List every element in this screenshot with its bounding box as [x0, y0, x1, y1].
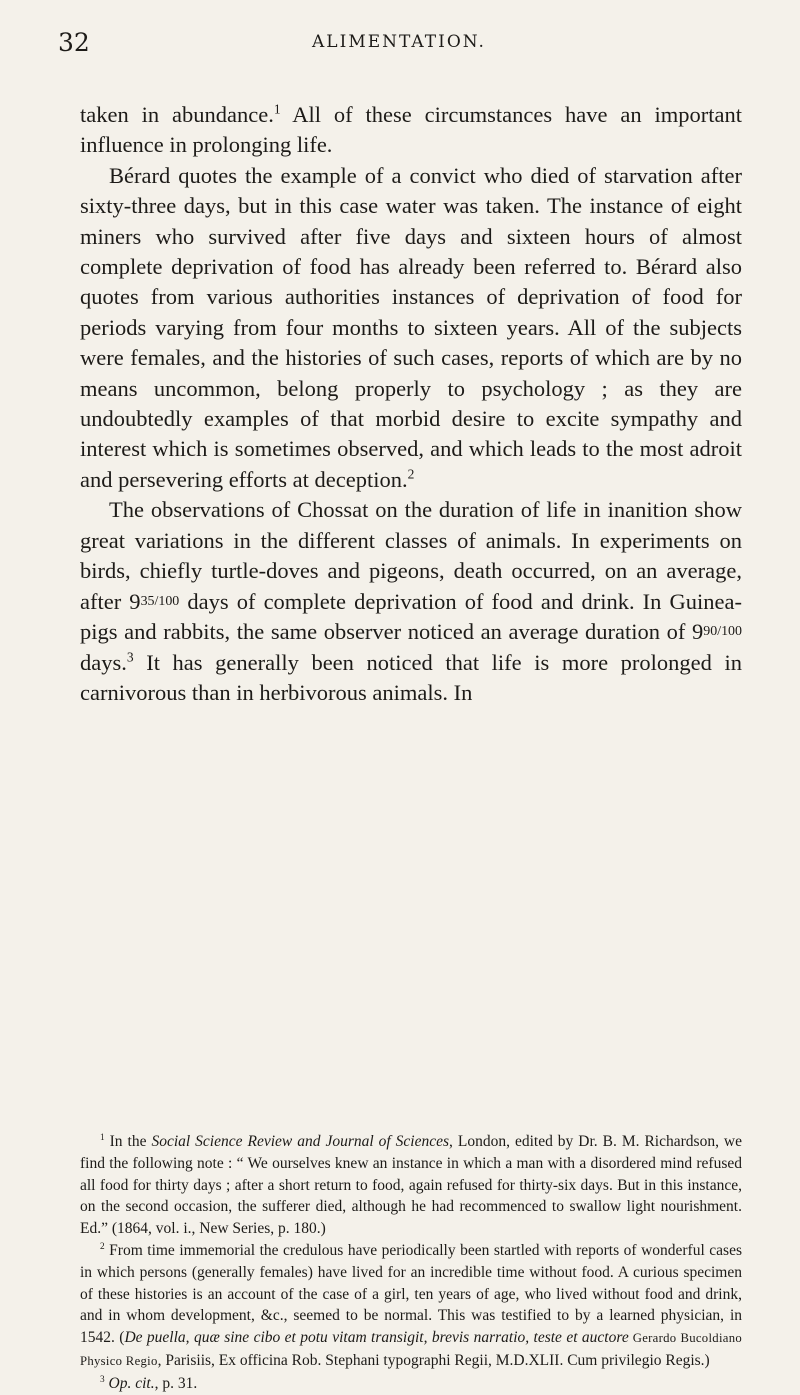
footnote-ref-2: 2 [407, 466, 415, 482]
paragraph-1 [80, 100, 742, 161]
footnote-ref-3: 3 [126, 649, 134, 665]
footnote-1-number: 1 [100, 1132, 105, 1143]
paragraph-1-text: taken in abundance. [80, 102, 274, 127]
body-text [80, 100, 742, 708]
footnote-3-number: 3 [100, 1374, 105, 1385]
footnote-ref-1: 1 [273, 101, 281, 117]
footnote-3-ref: Op. cit. [104, 1374, 155, 1392]
paragraph-3-part4: It has generally been noticed that life is more prolonged in carnivorous than in herbivorous animals. In [80, 649, 742, 706]
footnote-1 [80, 1131, 742, 1240]
paragraph-3-part3: days. [80, 649, 127, 675]
footnote-1-pre: In the [104, 1133, 152, 1150]
footnote-1-post: , London, edited by Dr. B. M. Richardson, we find the following note : “ We ourselves knew an instance in which a man with a disordered mind refused all food for thirty days ; after a short return to food, again refused for thirty-six days. But in this instance, on the second occasion, the sufferer died, although he had recommenced to swallow light nourishment. Ed.” (1864, vol. i., New Series, p. 180.) [80, 1133, 742, 1238]
paragraph-3 [80, 495, 742, 708]
footnote-2 [80, 1240, 742, 1373]
paragraph-1-after: All of these circumstances have an important influence in prolonging life. [80, 102, 742, 158]
footnote-2-title: De puella, quæ sine cibo et potu vitam transigit, brevis narratio, teste et auctore [124, 1329, 629, 1347]
footnote-1-journal: Social Science Review and Journal of Sciences [151, 1133, 450, 1150]
footnote-2-number: 2 [100, 1241, 105, 1252]
footnote-3-tail: , p. 31. [154, 1374, 198, 1392]
fraction-birds: 35/100 [140, 593, 180, 609]
paragraph-3-part1: The observations of Chossat on the duration of life in inanition show great variations in the different classes of animals. In experiments on birds, chiefly turtle-doves and pigeons, death occurred, on an average, after 9 [80, 497, 742, 614]
page-header [58, 28, 740, 58]
paragraph-2 [80, 161, 742, 495]
footnote-2-tail: , Parisiis, Ex officina Rob. Stephani typographi Regii, M.D.XLII. Cum privilegio Regis.) [157, 1351, 710, 1369]
footnote-2-author: Gerardo Bucoldiano Physico Regio [80, 1331, 743, 1368]
fraction-guinea-pigs: 90/100 [703, 624, 742, 640]
running-head: ALIMENTATION. [312, 32, 486, 52]
paragraph-2-text: Bérard quotes the example of a convict who died of starvation after sixty-three days, but in this case water was taken. The instance of eight miners who survived after five days and sixteen hours of almost complete deprivation of food has already been referred to. Bérard also quotes from various authorities instances of deprivation of food for periods varying from four months to sixteen years. All of the subjects were females, and the histories of such cases, reports of which are by no means uncommon, belong properly to psychology ; as they are undoubtedly examples of that morbid desire to excite sympathy and interest which is sometimes observed, and which leads to the most adroit and persevering efforts at deception. [80, 162, 742, 492]
paragraph-3-part2: days of complete deprivation of food and drink. In Guinea-pigs and rabbits, the same observer noticed an average duration of 9 [80, 588, 742, 645]
page-number: 32 [58, 28, 90, 57]
footnotes [80, 1131, 742, 1395]
footnote-3 [80, 1373, 742, 1395]
footnote-2-text: From time immemorial the credulous have periodically been startled with reports of wonderful cases in which persons (generally females) have lived for an incredible time without food. A curious specimen of these histories is an account of the case of a girl, ten years of age, who lived without food and drink, and in whom development, &c., seemed to be normal. This was testified to by a learned physician, in 1542. ( [80, 1241, 742, 1347]
